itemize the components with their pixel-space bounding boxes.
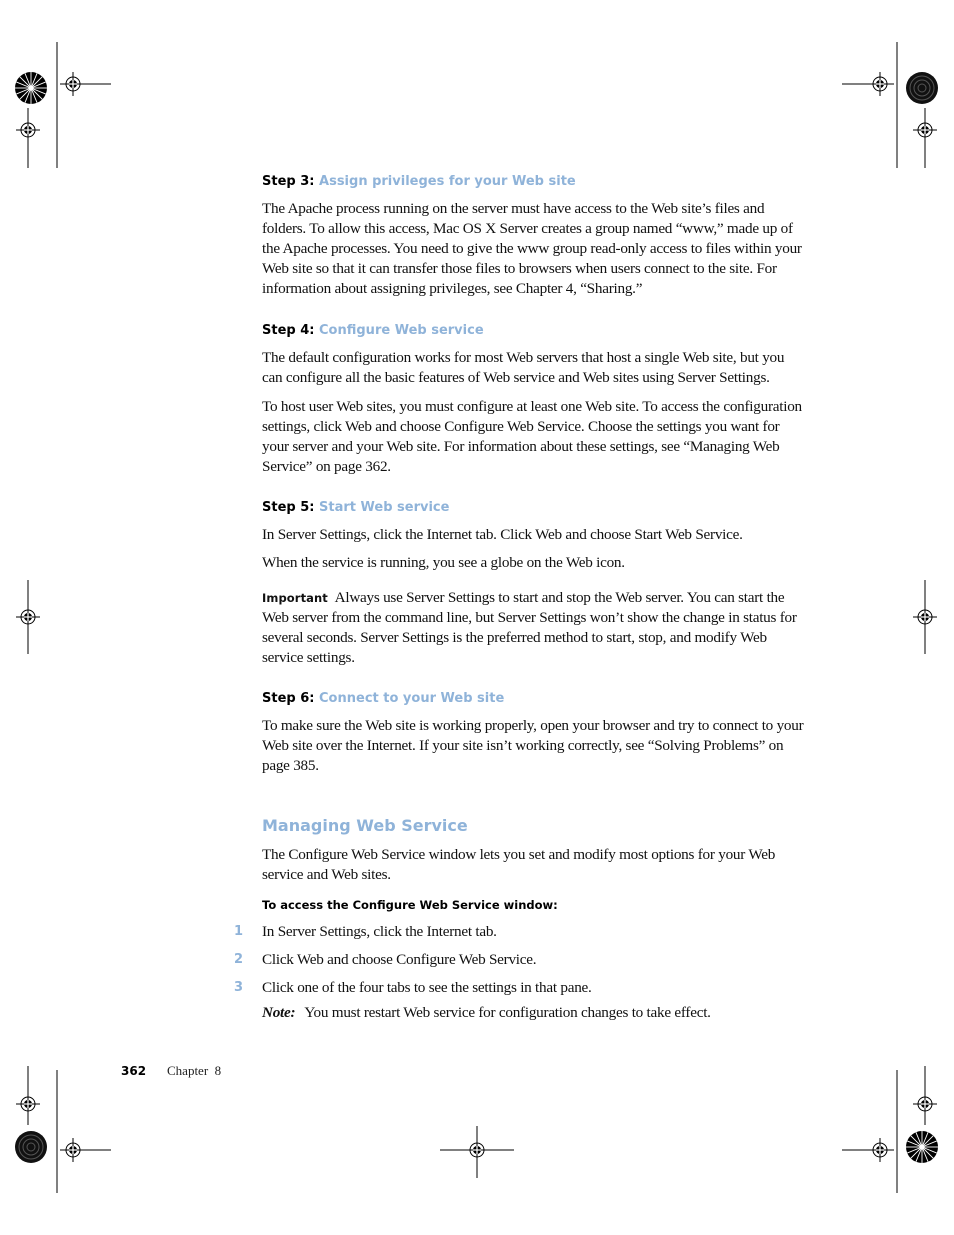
- procedure-step-number: 2: [233, 952, 243, 967]
- section-paragraph: The Configure Web Service window lets you set and modify most options for your Web service and Web sites.: [262, 846, 776, 883]
- procedure-note: [262, 1003, 807, 1023]
- step-6-paragraph: To make sure the Web site is working properly, open your browser and try to connect to your Web site over the Internet. If your site isn’t working correctly, see “Solving Problems” on page 385.: [262, 717, 804, 774]
- procedure-step-text: In Server Settings, click the Internet tab.: [262, 923, 497, 940]
- step-4-paragraph-1: The default configuration works for most Web servers that host a single Web site, but you can configure all the basic features of Web service and Web sites using Server Settings.: [262, 349, 785, 386]
- procedure-heading: To access the Configure Web Service window:: [262, 898, 558, 912]
- step-4-prefix: Step 4:: [262, 323, 315, 338]
- step-5-paragraph-1: In Server Settings, click the Internet tab. Click Web and choose Start Web Service.: [262, 526, 743, 543]
- step-6-heading: [262, 691, 504, 706]
- procedure-step-text: Click one of the four tabs to see the settings in that pane.: [262, 979, 592, 996]
- step-3-prefix: Step 3:: [262, 174, 315, 189]
- step-5-heading: [262, 500, 449, 515]
- important-text: Always use Server Settings to start and stop the Web server. You can start the Web server from the command line, but Server Settings won’t show the change in status for several seconds. Server Settings is the preferred method to start, stop, and modify Web service settings.: [262, 589, 797, 666]
- important-note: [262, 588, 807, 668]
- chapter-label: Chapter 8: [167, 1063, 222, 1078]
- step-5-title: Start Web service: [319, 500, 450, 515]
- step-5-paragraph-2: When the service is running, you see a globe on the Web icon.: [262, 554, 625, 571]
- important-label: Important: [262, 591, 328, 605]
- note-text: You must restart Web service for configuration changes to take effect.: [304, 1004, 711, 1021]
- procedure-step-text: Click Web and choose Configure Web Service.: [262, 951, 537, 968]
- step-6-title: Connect to your Web site: [319, 691, 505, 706]
- page-number: 362: [121, 1064, 147, 1078]
- step-3-title: Assign privileges for your Web site: [319, 174, 576, 189]
- step-6-prefix: Step 6:: [262, 691, 315, 706]
- note-label: Note:: [262, 1004, 296, 1021]
- section-heading: Managing Web Service: [262, 816, 468, 835]
- step-3-heading: [262, 174, 576, 189]
- procedure-step-number: 1: [233, 924, 243, 939]
- procedure-step-number: 3: [233, 980, 243, 995]
- step-3-paragraph: The Apache process running on the server must have access to the Web site’s files and folders. To allow this access, Mac OS X Server creates a group named “www,” made up of the Apache processes. You need to give the www group read-only access to files within your Web site so that it can transfer those files to browsers when users connect to the site. For information about assigning privileges, see Chapter 4, “Sharing.”: [262, 200, 802, 297]
- step-4-title: Configure Web service: [319, 323, 484, 338]
- step-5-prefix: Step 5:: [262, 500, 315, 515]
- step-4-heading: [262, 323, 484, 338]
- step-4-paragraph-2: To host user Web sites, you must configure at least one Web site. To access the configuration settings, click Web and choose Configure Web Service. Choose the settings you want for your server and your Web site. For information about these settings, see “Managing Web Service” on page 362.: [262, 398, 802, 475]
